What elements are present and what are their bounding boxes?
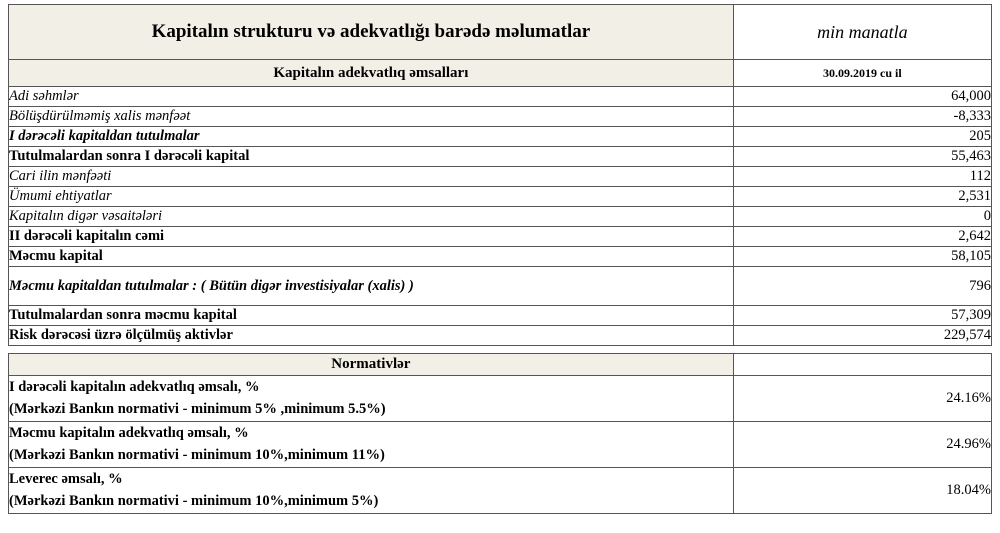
row-value: 58,105 xyxy=(733,247,991,267)
row-label: Məcmu kapitaldan tutulmalar : ( Bütün digər investisiyalar (xalis) ) xyxy=(9,267,734,306)
row-value: 0 xyxy=(733,207,991,227)
table-row xyxy=(9,247,992,267)
normative-label xyxy=(9,422,734,468)
row-label: Cari ilin mənfəəti xyxy=(9,167,734,187)
period-label: 30.09.2019 cu il xyxy=(733,60,991,87)
row-label: Tutulmalardan sonra məcmu kapital xyxy=(9,306,734,326)
row-value: 64,000 xyxy=(733,87,991,107)
document-title: Kapitalın strukturu və adekvatlığı barədə məlumatlar xyxy=(9,5,734,60)
normative-line1: Məcmu kapitalın adekvatlıq əmsalı, % xyxy=(9,425,249,442)
row-value: 57,309 xyxy=(733,306,991,326)
normative-line2: (Mərkəzi Bankın normativi - minimum 10%,minimum 11%) xyxy=(9,446,385,463)
table-row xyxy=(9,167,992,187)
row-label: Kapitalın digər vəsaitələri xyxy=(9,207,734,227)
table-row xyxy=(9,147,992,167)
row-label: Ümumi ehtiyatlar xyxy=(9,187,734,207)
normative-label xyxy=(9,468,734,514)
row-value: 55,463 xyxy=(733,147,991,167)
table-row xyxy=(9,207,992,227)
table-row xyxy=(9,107,992,127)
normative-line1: Leverec əmsalı, % xyxy=(9,471,123,488)
normatives-header-row xyxy=(9,354,992,376)
normative-label xyxy=(9,376,734,422)
row-value: 2,531 xyxy=(733,187,991,207)
row-value: 205 xyxy=(733,127,991,147)
table-row xyxy=(9,376,992,422)
row-label: Adi səhmlər xyxy=(9,87,734,107)
row-label: Risk dərəcəsi üzrə ölçülmüş aktivlər xyxy=(9,326,734,346)
table-row xyxy=(9,468,992,514)
row-label: II dərəcəli kapitalın cəmi xyxy=(9,227,734,247)
table-row xyxy=(9,422,992,468)
title-row xyxy=(9,5,992,60)
row-value: -8,333 xyxy=(733,107,991,127)
row-value: 2,642 xyxy=(733,227,991,247)
row-value: 229,574 xyxy=(733,326,991,346)
capital-structure-table xyxy=(8,4,992,346)
normative-value: 18.04% xyxy=(733,468,991,514)
table-row xyxy=(9,306,992,326)
row-label: Bölüşdürülməmiş xalis mənfəət xyxy=(9,107,734,127)
normatives-heading: Normativlər xyxy=(9,354,734,376)
row-value: 796 xyxy=(733,267,991,306)
normative-value: 24.16% xyxy=(733,376,991,422)
normatives-table xyxy=(8,353,992,514)
normatives-heading-value xyxy=(733,354,991,376)
normative-line1: I dərəcəli kapitalın adekvatlıq əmsalı, % xyxy=(9,379,260,396)
table-row xyxy=(9,87,992,107)
row-value: 112 xyxy=(733,167,991,187)
row-label: I dərəcəli kapitaldan tutulmalar xyxy=(9,127,734,147)
section-header-row xyxy=(9,60,992,87)
normative-value: 24.96% xyxy=(733,422,991,468)
row-label: Tutulmalardan sonra I dərəcəli kapital xyxy=(9,147,734,167)
table-row xyxy=(9,187,992,207)
table-row xyxy=(9,127,992,147)
table-row xyxy=(9,227,992,247)
section-title: Kapitalın adekvatlıq əmsalları xyxy=(9,60,734,87)
unit-label: min manatla xyxy=(733,5,991,60)
normative-line2: (Mərkəzi Bankın normativi - minimum 10%,minimum 5%) xyxy=(9,492,379,509)
row-label: Məcmu kapital xyxy=(9,247,734,267)
table-row xyxy=(9,326,992,346)
table-row xyxy=(9,267,992,306)
normative-line2: (Mərkəzi Bankın normativi - minimum 5% ,minimum 5.5%) xyxy=(9,400,386,417)
